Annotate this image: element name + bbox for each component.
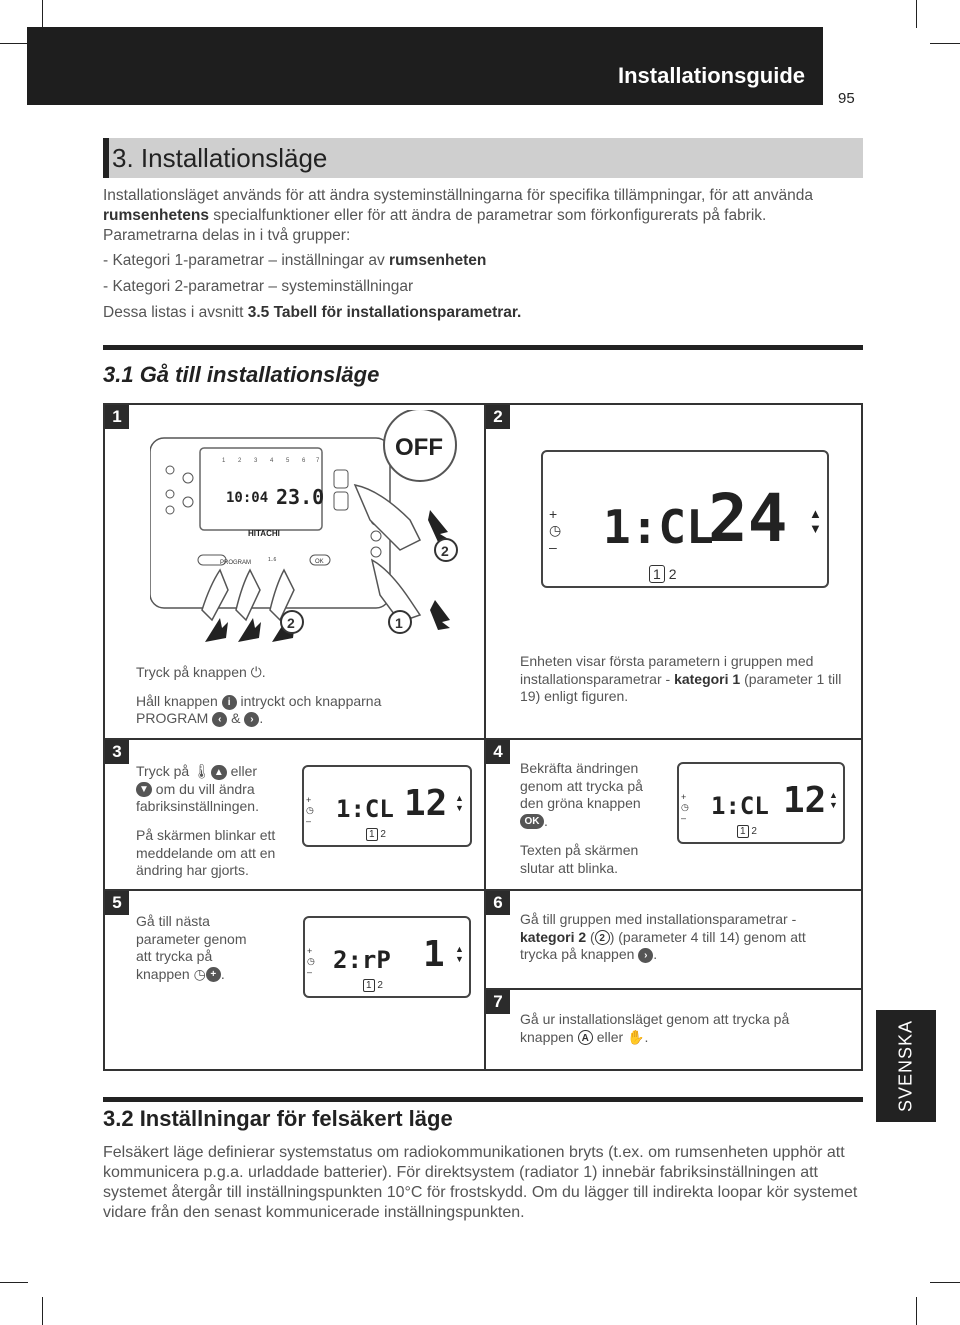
- intro-text-3: Parametrarna delas in i två grupper:: [103, 227, 351, 244]
- crop-mark: [930, 1282, 960, 1283]
- lcd-value: 24: [708, 480, 788, 557]
- callout-2: 2: [441, 543, 449, 559]
- chevron-left-key-icon: ‹: [212, 712, 227, 727]
- auto-mode-icon: A: [578, 1030, 593, 1045]
- step-number-7: 7: [486, 990, 510, 1014]
- section-rule: [103, 1097, 863, 1102]
- day-number: 4: [270, 458, 274, 464]
- lcd-value-blinking: 12: [404, 783, 448, 824]
- step1-line1: Tryck på knappen ⏻.: [136, 664, 266, 680]
- day-number: 6: [302, 458, 306, 464]
- lcd-category: [366, 829, 386, 840]
- step3-t2: om du vill ändra: [155, 780, 255, 797]
- clock-icon: ◷: [193, 965, 206, 982]
- crop-mark: [930, 43, 960, 44]
- step7-t2b: eller: [596, 1028, 624, 1045]
- section-rule: [103, 345, 863, 350]
- page-number: 95: [838, 90, 855, 107]
- param-item-1-bold: rumsenheten: [389, 252, 487, 269]
- step2-text-b: (parameter 1 till 19) enligt figuren.: [520, 670, 842, 704]
- step3-t6: ändring har gjorts.: [136, 862, 249, 878]
- step-number-5: 5: [105, 891, 129, 915]
- step1-amp: &: [231, 710, 241, 726]
- chevron-right-key-icon: ›: [638, 948, 653, 963]
- hand-icon: ✋: [627, 1028, 645, 1045]
- step5-text: Gå till nästa parameter genom att trycka på knappen ◷ + .: [136, 913, 247, 982]
- language-tab: [876, 1010, 936, 1122]
- up-down-arrows-icon: ▲ ▼: [455, 944, 464, 964]
- step3-text-2: [136, 827, 296, 880]
- step7-t1: Gå ur installationsläget genom att trycka på: [520, 1011, 790, 1027]
- lcd-param: 1:CL: [336, 795, 394, 823]
- lcd-category: [649, 566, 676, 582]
- intro-text-1: Installationsläget används för att ändra systeminställningarna för specifika tillämpningar, för att använda: [103, 187, 813, 204]
- intro-bold: rumsenhetens: [103, 207, 209, 224]
- step1-text-2b: intryckt och knapparna: [240, 693, 382, 709]
- day-number: 1: [222, 458, 226, 464]
- lcd-param: 1:CL: [603, 500, 714, 554]
- device-temp: 23.0: [276, 485, 325, 509]
- ref-prefix: Dessa listas i avsnitt: [103, 304, 248, 321]
- day-number: 7: [316, 458, 320, 464]
- day-number: 2: [238, 458, 242, 464]
- step4-t4: Texten på skärmen: [520, 842, 639, 858]
- ok-key-icon: OK: [520, 814, 544, 829]
- step5-t3: att trycka på: [136, 948, 213, 964]
- step3-text: [136, 763, 296, 816]
- lcd-step5: [303, 916, 471, 998]
- plus-key-icon: +: [206, 967, 221, 982]
- lcd-cat1: 1: [737, 825, 749, 838]
- device-brand: HITACHI: [248, 529, 280, 538]
- step5-t2: parameter genom: [136, 930, 247, 947]
- lcd-cat1: 1: [363, 979, 375, 992]
- step6-t1: Gå till gruppen med installationsparametrar -: [520, 911, 797, 927]
- thermometer-icon: 🌡: [193, 763, 211, 779]
- intro-text-2: specialfunktioner eller för att ändra de parametrar som förkonfigurerats på fabrik.: [208, 207, 767, 224]
- up-down-arrows-icon: ▲ ▼: [829, 790, 838, 810]
- grid-row-line: [103, 889, 863, 891]
- crop-mark: [0, 1282, 28, 1283]
- callout-1: 1: [395, 615, 403, 631]
- param-item-1: [103, 252, 486, 270]
- chevron-right-key-icon: ›: [244, 712, 259, 727]
- step4-text: Bekräfta ändringen genom att trycka på den gröna knappen OK .: [520, 760, 643, 829]
- lcd-param: 2:rP: [333, 946, 391, 974]
- step5-t1: Gå till nästa: [136, 913, 210, 929]
- power-icon: ⏻: [250, 664, 262, 680]
- day-number: 5: [286, 458, 290, 464]
- range-label: 1..6: [268, 557, 277, 563]
- up-down-arrows-icon: ▲ ▼: [809, 506, 822, 536]
- step-number-6: 6: [486, 891, 510, 915]
- step3-t4: På skärmen blinkar ett: [136, 827, 276, 843]
- step6-t2b: ) (parameter 4 till 14) genom att: [609, 928, 806, 945]
- subsection-title-3-1: 3.1 Gå till installationsläge: [103, 362, 380, 387]
- lcd-step4: [677, 762, 845, 844]
- failsafe-paragraph: Felsäkert läge definierar systemstatus om radiokommunikationen bryts (t.ex. om rumsenheten upphör att kommunicera p.g.a. urladdade batterier). För direktsystem (radiator 1) innebär fabriksinställningen att systemet återgår till inställningspunkten 10°C för frostskydd. Om du lägger till indirekta loopar kör systemet vidare från den senast kommunicerade inställningspunkten.: [103, 1144, 858, 1221]
- lcd-cat2: 2: [751, 826, 757, 837]
- step1-text-1: Tryck på knappen: [136, 664, 247, 680]
- step-number-4: 4: [486, 740, 510, 764]
- lcd-cat2: 2: [377, 980, 383, 991]
- step1-line2: [136, 693, 381, 711]
- section-title: 3. Installationsläge: [112, 143, 328, 173]
- subsection-title-3-2: 3.2 Inställningar för felsäkert läge: [103, 1106, 453, 1131]
- step1-line3: PROGRAM ‹ & › .: [136, 710, 264, 726]
- grid-row-line: [103, 738, 863, 740]
- step5-t4: knappen: [136, 965, 190, 982]
- param-item-1-text: - Kategori 1-parametrar – inställningar av: [103, 252, 390, 269]
- clock-plus-minus-icon: + ◷ –: [307, 946, 315, 977]
- grid-row-line: [484, 988, 863, 990]
- lcd-cat2: 2: [380, 829, 386, 840]
- step-number-2: 2: [486, 405, 510, 429]
- clock-plus-minus-icon: + ◷ –: [681, 792, 689, 823]
- ok-label: OK: [315, 559, 324, 565]
- callout-2: 2: [287, 615, 295, 631]
- off-label: OFF: [395, 434, 443, 461]
- step6-t2a: (: [590, 928, 595, 945]
- lcd-cat1: 1: [366, 828, 378, 841]
- step6-bold: kategori 2: [520, 928, 587, 945]
- step-number-3: 3: [105, 740, 129, 764]
- step4-t5: slutar att blinka.: [520, 859, 619, 876]
- down-key-icon: ▼: [136, 782, 152, 797]
- crop-mark: [0, 43, 28, 44]
- step3-t1b: eller: [230, 763, 258, 779]
- thermostat-illustration: [150, 410, 480, 650]
- lcd-category: [737, 826, 757, 837]
- step2-text: [520, 653, 850, 706]
- category-2-icon: 2: [595, 930, 610, 945]
- step7-text: Gå ur installationsläget genom att trycka på knappen A eller ✋.: [520, 1011, 790, 1045]
- step1-text-2: Håll knappen: [136, 693, 218, 709]
- clock-plus-minus-icon: + ◷ –: [306, 795, 314, 826]
- lcd-param: 1:CL: [711, 792, 769, 820]
- step6-t3: trycka på knappen: [520, 946, 635, 962]
- grid-divider: [484, 403, 486, 1071]
- crop-mark: [916, 0, 917, 28]
- device-time: 10:04: [226, 490, 269, 506]
- step4-t1: Bekräfta ändringen: [520, 760, 639, 776]
- step3-t1: Tryck på: [136, 763, 190, 779]
- program-label: PROGRAM: [220, 560, 252, 566]
- crop-mark: [916, 1297, 917, 1325]
- intro-paragraph: [103, 186, 865, 246]
- lcd-value: 1: [423, 934, 445, 975]
- step7-t2: knappen: [520, 1028, 574, 1045]
- header-title: Installationsguide: [617, 63, 805, 88]
- header-bar: [27, 27, 823, 105]
- up-key-icon: ▲: [211, 765, 227, 780]
- param-item-2: - Kategori 2-parametrar – systeminställningar: [103, 278, 414, 295]
- up-down-arrows-icon: ▲ ▼: [455, 793, 464, 813]
- language-tab-label: SVENSKA: [895, 1019, 916, 1113]
- ref-line: [103, 304, 521, 322]
- info-key-icon: i: [222, 695, 237, 710]
- lcd-category: [363, 980, 383, 991]
- step6-text: Gå till gruppen med installationsparametrar - kategori 2 ( 2 ) (parameter 4 till 14) genom att trycka på knappen › .: [520, 911, 806, 962]
- step4-t2: genom att trycka på: [520, 777, 643, 794]
- step2-text-a: Enheten visar första parametern i gruppen med installationsparametrar -: [520, 653, 814, 687]
- lcd-cat1: 1: [649, 565, 665, 583]
- step4-text-2: [520, 842, 670, 877]
- crop-mark: [42, 0, 43, 28]
- day-number: 3: [254, 458, 258, 464]
- clock-plus-minus-icon: + ◷ –: [549, 506, 562, 555]
- section-band-edge: [103, 138, 109, 178]
- step1-program: PROGRAM: [136, 710, 209, 726]
- ref-bold: 3.5 Tabell för installationsparametrar.: [247, 304, 522, 321]
- step4-t3: den gröna knappen: [520, 795, 641, 811]
- lcd-cat2: 2: [668, 566, 677, 582]
- step3-t5: meddelande om att en: [136, 844, 276, 861]
- step-number-1: 1: [105, 405, 129, 429]
- crop-mark: [42, 1297, 43, 1325]
- lcd-value: 12: [783, 780, 827, 821]
- step3-t3: fabriksinställningen.: [136, 798, 259, 814]
- lcd-step3: [302, 765, 472, 847]
- step2-bold: kategori 1: [674, 670, 741, 687]
- lcd-step2: [541, 450, 829, 588]
